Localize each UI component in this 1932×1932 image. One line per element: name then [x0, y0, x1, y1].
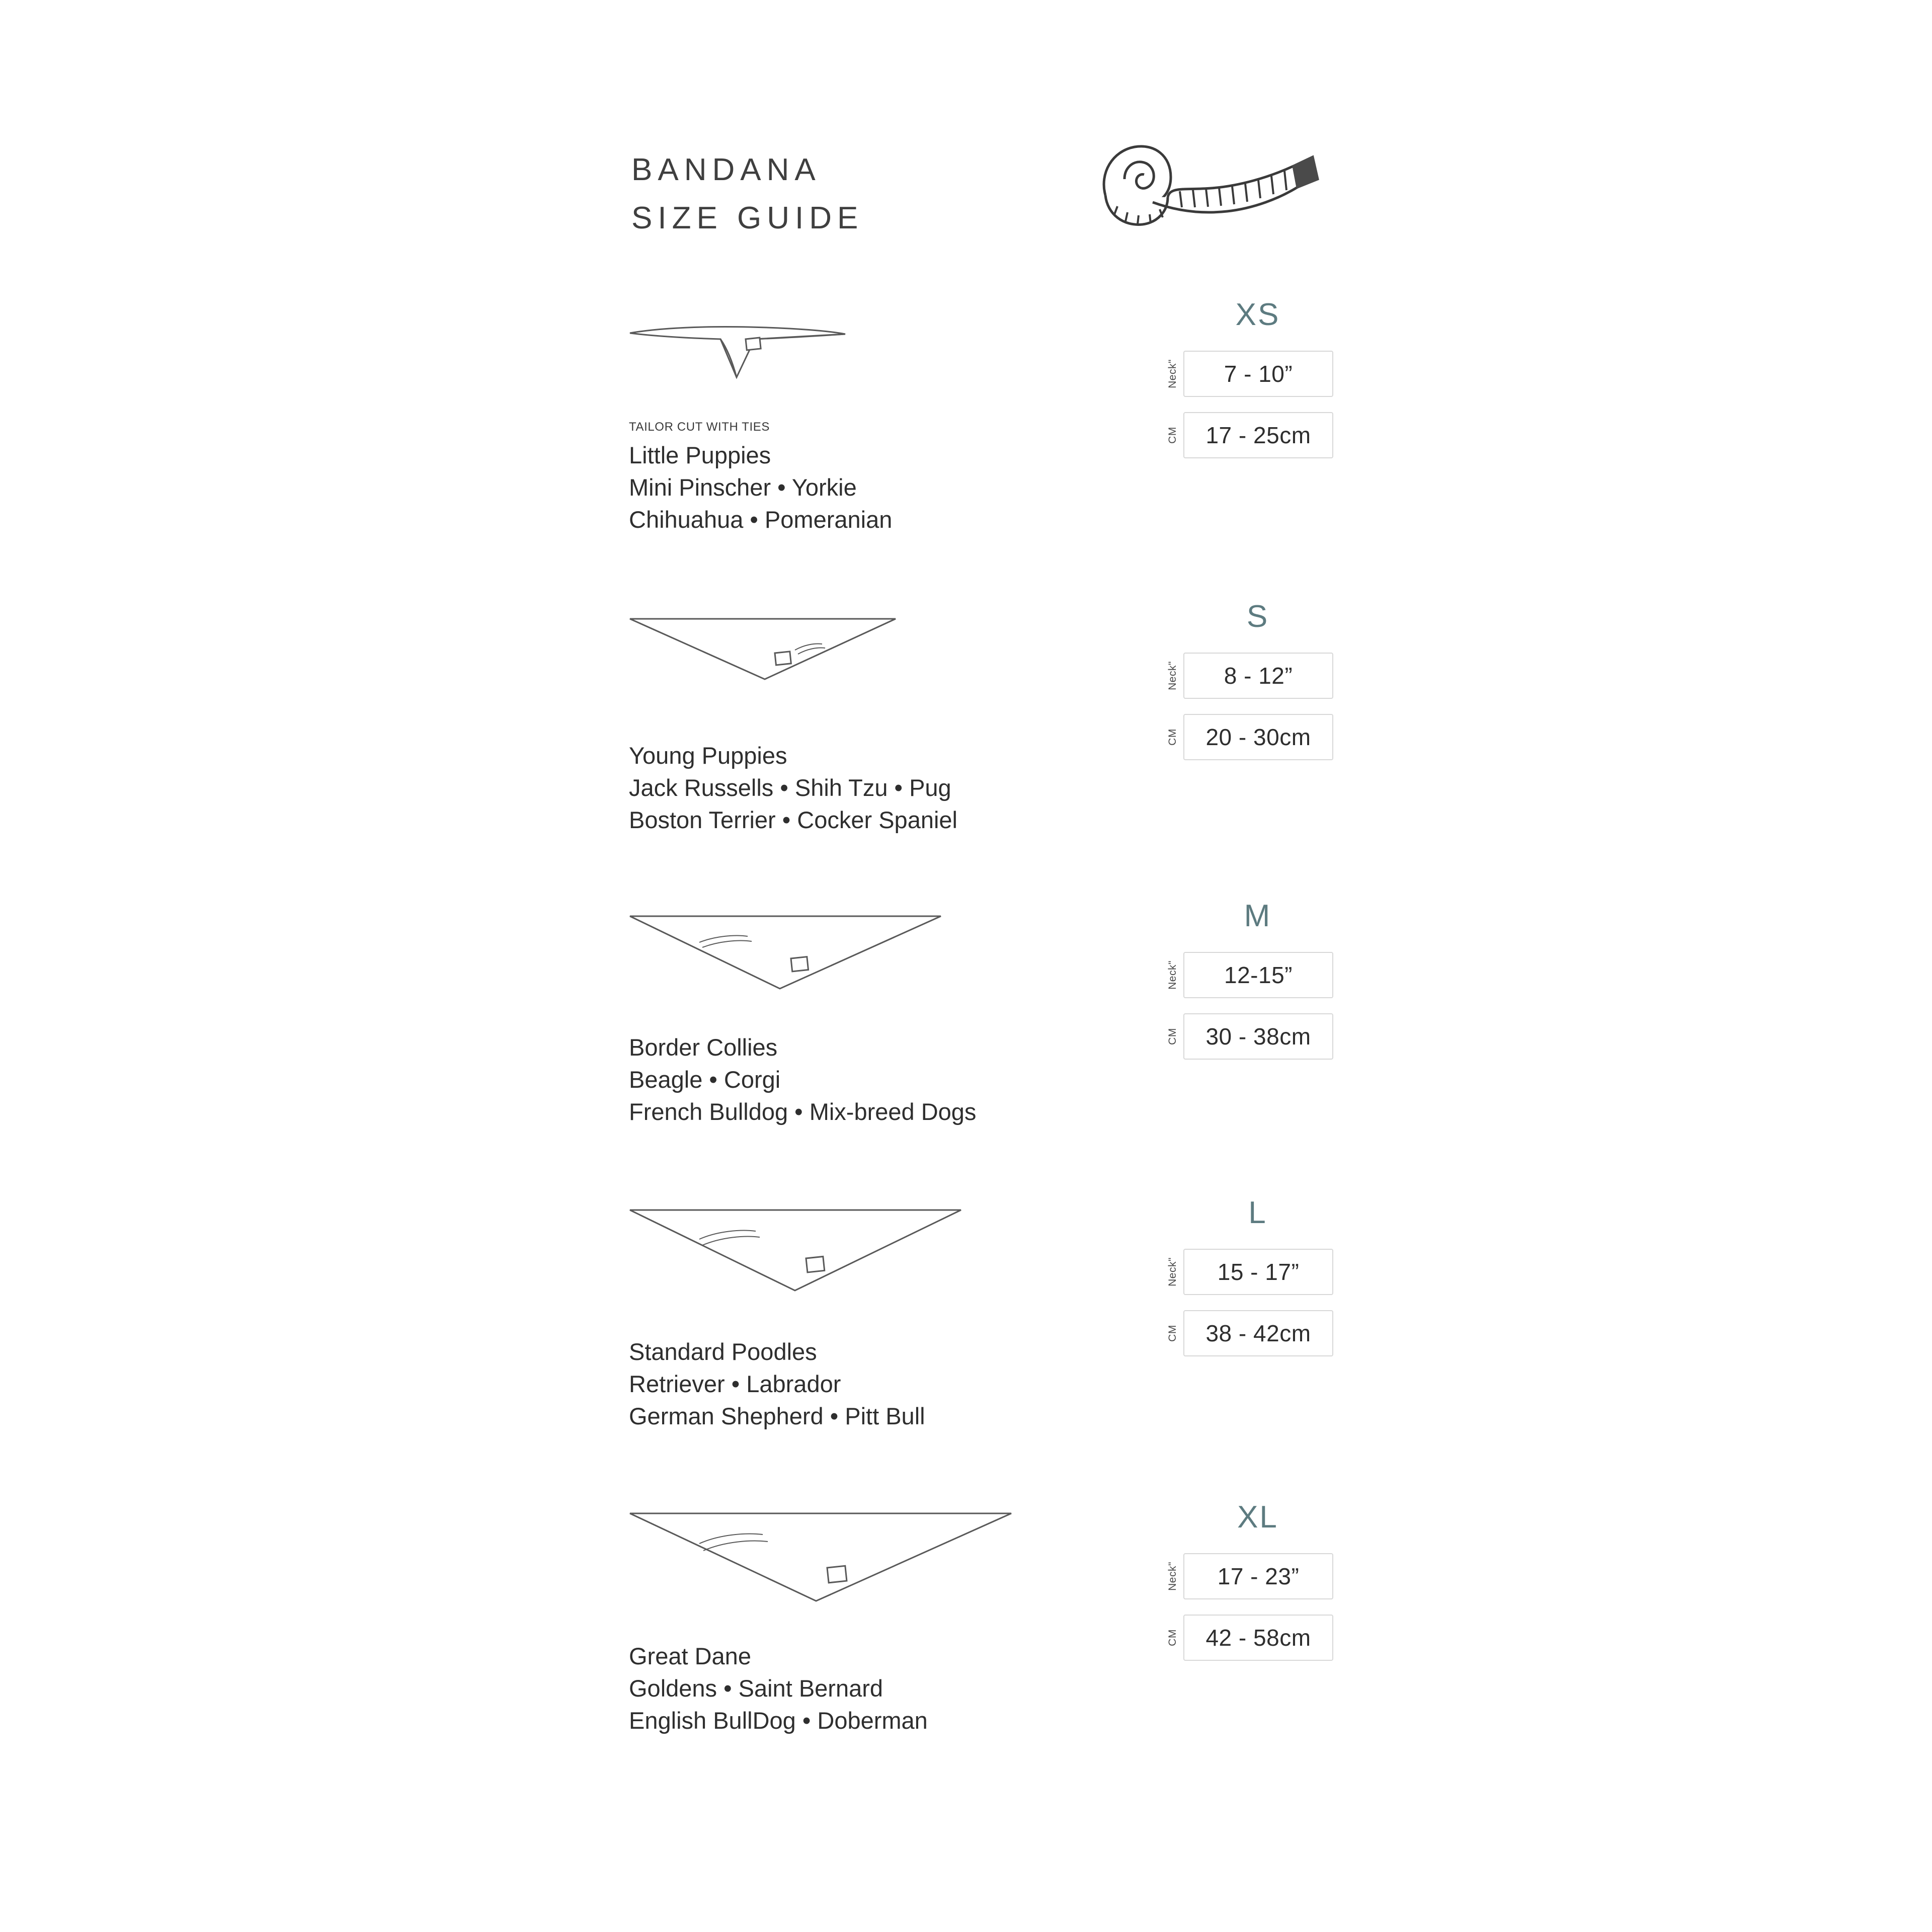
breed-caption	[629, 740, 957, 836]
neck-inches-box	[1183, 653, 1333, 699]
breed-line: German Shepherd • Pitt Bull	[629, 1402, 925, 1429]
cm-unit: cm	[1279, 422, 1311, 448]
neck-inches-value: 8 - 12”	[1224, 663, 1293, 689]
size-letter: L	[1248, 1195, 1267, 1230]
breed-caption	[629, 1640, 928, 1737]
triangle-bandana-shape	[629, 1200, 981, 1316]
neck-label: Neck"	[1167, 1562, 1178, 1591]
neck-cm-box	[1183, 412, 1333, 458]
neck-label: Neck"	[1167, 1257, 1178, 1286]
neck-cm-row	[1162, 412, 1333, 458]
breed-line: Beagle • Corgi	[629, 1066, 781, 1093]
neck-inches-value: 7 - 10”	[1224, 361, 1293, 387]
size-spec-s	[1162, 599, 1333, 760]
breed-caption	[629, 1031, 976, 1128]
breed-line: Chihuahua • Pomeranian	[629, 506, 893, 533]
triangle-bandana-shape	[629, 604, 981, 719]
breed-line: Standard Poodles	[629, 1338, 817, 1365]
triangle-bandana-shape	[629, 903, 981, 1019]
neck-cm-row	[1162, 714, 1333, 760]
neck-cm-value: 38 - 42	[1205, 1320, 1280, 1346]
neck-label: Neck"	[1167, 661, 1178, 690]
neck-inches-row	[1162, 653, 1333, 699]
cm-label: CM	[1166, 729, 1178, 746]
neck-inches-value: 12-15”	[1224, 962, 1293, 988]
cm-label: CM	[1166, 1028, 1178, 1045]
breed-line: Boston Terrier • Cocker Spaniel	[629, 806, 957, 833]
cm-label: CM	[1166, 1629, 1178, 1646]
neck-cm-box	[1183, 714, 1333, 760]
size-letter: XL	[1237, 1500, 1278, 1535]
breed-line: Jack Russells • Shih Tzu • Pug	[629, 774, 951, 801]
title-line-1: BANDANA	[631, 152, 821, 187]
neck-inches-row	[1162, 1249, 1333, 1295]
breed-line: English BullDog • Doberman	[629, 1707, 928, 1734]
breed-line: Young Puppies	[629, 742, 787, 769]
neck-cm-row	[1162, 1615, 1333, 1661]
cm-unit: cm	[1279, 1320, 1311, 1346]
neck-inches-box	[1183, 1249, 1333, 1295]
breed-line: Little Puppies	[629, 442, 771, 468]
size-spec-l	[1162, 1195, 1333, 1356]
cm-unit: cm	[1279, 1625, 1311, 1651]
neck-inches-box	[1183, 1553, 1333, 1599]
breed-line: Goldens • Saint Bernard	[629, 1674, 883, 1702]
neck-inches-value: 15 - 17”	[1217, 1259, 1300, 1285]
size-letter: M	[1244, 899, 1272, 933]
neck-inches-box	[1183, 351, 1333, 397]
breed-line: Border Collies	[629, 1034, 778, 1061]
breed-line: Great Dane	[629, 1643, 751, 1669]
cm-unit: cm	[1279, 724, 1311, 750]
tailor-cut-bandana-shape	[629, 302, 981, 418]
size-letter: XS	[1235, 297, 1280, 332]
breed-caption	[629, 1336, 925, 1432]
triangle-bandana-shape	[629, 1504, 981, 1620]
breed-line: Mini Pinscher • Yorkie	[629, 473, 857, 501]
neck-cm-value: 42 - 58	[1205, 1625, 1280, 1651]
measuring-tape-icon	[1094, 131, 1331, 252]
neck-inches-row	[1162, 1553, 1333, 1599]
neck-cm-box	[1183, 1615, 1333, 1661]
size-spec-m	[1162, 898, 1333, 1060]
neck-cm-row	[1162, 1310, 1333, 1356]
breed-line: French Bulldog • Mix-breed Dogs	[629, 1098, 977, 1125]
size-spec-xl	[1162, 1499, 1333, 1661]
caption-tag: TAILOR CUT WITH TIES	[629, 420, 770, 434]
neck-cm-value: 17 - 25	[1205, 422, 1280, 448]
breed-line: Retriever • Labrador	[629, 1370, 841, 1397]
cm-label: CM	[1166, 1325, 1178, 1342]
page-title	[631, 146, 863, 243]
size-letter: S	[1246, 599, 1269, 634]
breed-caption	[629, 420, 892, 536]
neck-inches-box	[1183, 952, 1333, 998]
neck-cm-box	[1183, 1310, 1333, 1356]
neck-label: Neck"	[1167, 960, 1178, 990]
cm-label: CM	[1166, 427, 1178, 444]
neck-cm-box	[1183, 1013, 1333, 1060]
neck-inches-row	[1162, 952, 1333, 998]
size-spec-xs	[1162, 297, 1333, 458]
neck-inches-value: 17 - 23”	[1217, 1563, 1300, 1589]
title-line-2: SIZE GUIDE	[631, 201, 864, 236]
neck-label: Neck"	[1167, 359, 1178, 388]
neck-inches-row	[1162, 351, 1333, 397]
cm-unit: cm	[1279, 1023, 1311, 1050]
neck-cm-value: 20 - 30	[1205, 724, 1280, 750]
neck-cm-row	[1162, 1013, 1333, 1060]
neck-cm-value: 30 - 38	[1205, 1023, 1280, 1050]
